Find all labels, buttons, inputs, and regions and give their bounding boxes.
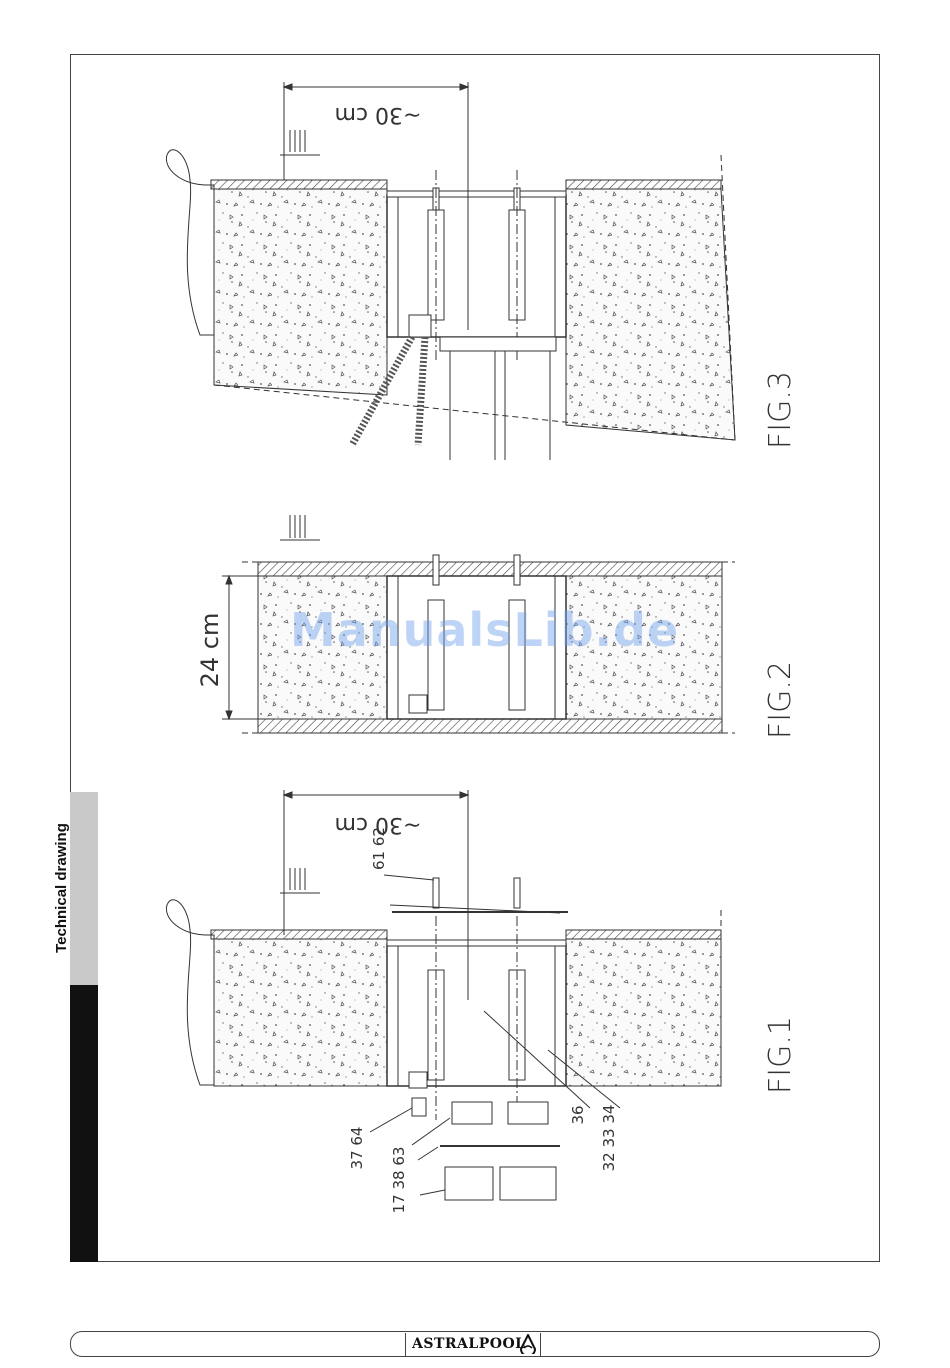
fig2-dimension-label: 24 cm (196, 612, 224, 688)
top-finish-right-3 (566, 180, 721, 189)
figure-3 (166, 82, 735, 460)
callout-37-64: 37 64 (348, 1126, 366, 1170)
fig3-dimension-label: ~30 cm (334, 102, 422, 127)
callout-61-62: 61 62 (370, 827, 388, 870)
coping-stone-3 (166, 150, 214, 335)
top-finish-left (211, 930, 387, 939)
callout-17-38-63: 17 38 63 (390, 1146, 408, 1214)
callout-36: 36 (569, 1105, 587, 1125)
wall-outer-2 (258, 562, 722, 576)
concrete-left-3 (214, 189, 387, 395)
top-finish-right (566, 930, 721, 939)
brand-logo (405, 1333, 541, 1356)
fig1-dimension-label: ~30 cm (334, 812, 422, 837)
concrete-right-1 (566, 939, 721, 1086)
callout-32-33-34: 32 33 34 (600, 1104, 618, 1172)
drop-icon (519, 1334, 537, 1354)
coping-stone-1 (166, 900, 214, 1085)
watermark: ManualsLib.de (290, 603, 680, 657)
fig2-caption: FIG.2 (763, 661, 798, 739)
concrete-left-1 (214, 939, 387, 1086)
section-title: Technical drawing (53, 823, 70, 953)
wall-inner-2 (258, 719, 722, 733)
fig1-caption: FIG.1 (763, 1016, 798, 1094)
figure-1 (166, 790, 721, 1200)
concrete-right-3 (566, 189, 735, 440)
figure-range-label: FIG. 1 - 2 - 3 (32, 1080, 49, 1166)
niche-box-1 (387, 944, 566, 1086)
top-finish-left-3 (211, 180, 387, 189)
fig3-caption: FIG.3 (763, 371, 798, 449)
brand-name: ASTRALPOOL (412, 1336, 526, 1352)
